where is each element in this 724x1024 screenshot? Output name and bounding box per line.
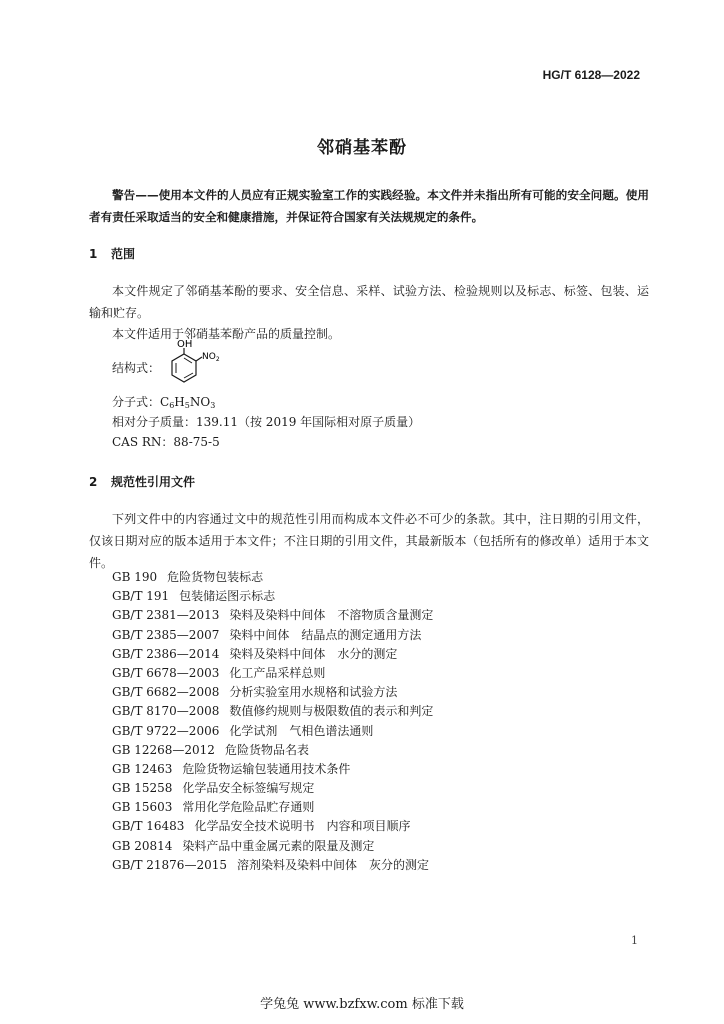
molar-mass: 相对分子质量：139.11（按 2019 年国际相对原子质量） [112, 415, 421, 429]
scope-paragraph-1: 本文件规定了邻硝基苯酚的要求、安全信息、采样、试验方法、检验规则以及标志、标签、包装、运输和贮存。 [89, 284, 649, 320]
reference-item [112, 664, 433, 683]
reference-title: 危险货物包装标志 [167, 570, 264, 584]
reference-item [112, 587, 433, 606]
reference-item [112, 645, 433, 664]
reference-title: 染料及染料中间体 水分的测定 [229, 646, 398, 661]
reference-code: GB 12463 [112, 761, 173, 776]
reference-title: 化学品安全标签编写规定 [182, 781, 315, 796]
reference-item [112, 722, 433, 741]
reference-code: GB 15603 [112, 800, 173, 815]
reference-item [112, 856, 433, 875]
reference-item [112, 741, 433, 760]
structure-label: 结构式： [112, 361, 161, 375]
benzene-ring-diagram [158, 336, 248, 396]
structural-formula [158, 336, 248, 400]
reference-item [112, 760, 433, 779]
no2-label: NO [202, 352, 216, 362]
reference-item [112, 779, 433, 798]
reference-code: GB/T 6682—2008 [112, 685, 220, 700]
reference-code: GB/T 191 [112, 589, 170, 604]
reference-title: 化工产品采样总则 [229, 665, 326, 680]
reference-title: 染料产品中重金属元素的限量及测定 [182, 838, 375, 853]
reference-code: GB/T 2385—2007 [112, 627, 220, 642]
reference-item [112, 606, 433, 625]
reference-item [112, 817, 433, 836]
reference-title: 数值修约规则与极限数值的表示和判定 [229, 704, 434, 719]
formula-no: NO [189, 395, 211, 409]
reference-title: 危险货物运输包装通用技术条件 [182, 761, 351, 776]
reference-code: GB 190 [112, 570, 158, 584]
reference-code: GB/T 8170—2008 [112, 704, 220, 719]
reference-title: 危险货物品名表 [224, 742, 309, 757]
reference-item [112, 626, 433, 645]
reference-code: GB/T 6678—2003 [112, 665, 220, 680]
reference-code: GB 20814 [112, 838, 173, 853]
formula-o-count: 3 [210, 401, 216, 410]
reference-item [112, 798, 433, 817]
reference-code: GB/T 2386—2014 [112, 646, 220, 661]
reference-item [112, 702, 433, 721]
no2-subscript: 2 [215, 356, 220, 363]
reference-item [112, 568, 433, 587]
reference-code: GB/T 16483 [112, 819, 185, 834]
reference-item [112, 837, 433, 856]
section-1-number: 1 [89, 247, 98, 261]
reference-title: 包装储运图示标志 [179, 589, 276, 604]
section-1-title: 范围 [111, 247, 136, 261]
oh-label: OH [177, 339, 193, 350]
reference-title: 染料及染料中间体 不溶物质含量测定 [229, 608, 434, 623]
page-title: 邻硝基苯酚 [317, 138, 407, 158]
reference-list [112, 568, 433, 875]
normative-intro: 下列文件中的内容通过文中的规范性引用而构成本文件必不可少的条款。其中，注日期的引用文件，仅该日期对应的版本适用于本文件；不注日期的引用文件，其最新版本（包括所有的修改单）适用于本文件。 [89, 512, 649, 570]
cas-number: CAS RN：88-75-5 [112, 435, 220, 449]
reference-code: GB 15258 [112, 781, 173, 796]
reference-title: 化学品安全技术说明书 内容和项目顺序 [194, 819, 411, 834]
section-2-title: 规范性引用文件 [111, 475, 196, 489]
reference-title: 分析实验室用水规格和试验方法 [229, 685, 398, 700]
section-2-number: 2 [89, 475, 98, 489]
section-2-heading [89, 473, 195, 490]
reference-code: GB 12268—2012 [112, 742, 215, 757]
section-1-heading [89, 245, 135, 262]
reference-code: GB/T 9722—2006 [112, 723, 220, 738]
reference-title: 溶剂染料及染料中间体 灰分的测定 [236, 857, 429, 872]
svg-text:NO2 [202, 352, 220, 363]
formula-h: H [174, 395, 185, 409]
reference-item [112, 683, 433, 702]
reference-title: 染料中间体 结晶点的测定通用方法 [229, 627, 422, 642]
formula-c-count: 6 [169, 401, 175, 410]
warning-paragraph: 警告——使用本文件的人员应有正规实验室工作的实践经验。本文件并未指出所有可能的安全问题。使用者有责任采取适当的安全和健康措施，并保证符合国家有关法规规定的条件。 [89, 188, 649, 224]
page-number: 1 [631, 934, 638, 947]
footer-watermark[interactable]: 学兔兔 www.bzfxw.com 标准下载 [260, 997, 464, 1012]
standard-number: HG/T 6128—2022 [542, 68, 640, 82]
formula-h-count: 5 [184, 401, 190, 410]
reference-code: GB/T 21876—2015 [112, 857, 227, 872]
scope-paragraph-2: 本文件适用于邻硝基苯酚产品的质量控制。 [112, 327, 341, 341]
formula-c: C [160, 395, 170, 409]
formula-label: 分子式： [112, 395, 161, 409]
reference-title: 化学试剂 气相色谱法通则 [229, 723, 374, 738]
reference-code: GB/T 2381—2013 [112, 608, 220, 623]
reference-title: 常用化学危险品贮存通则 [182, 800, 315, 815]
